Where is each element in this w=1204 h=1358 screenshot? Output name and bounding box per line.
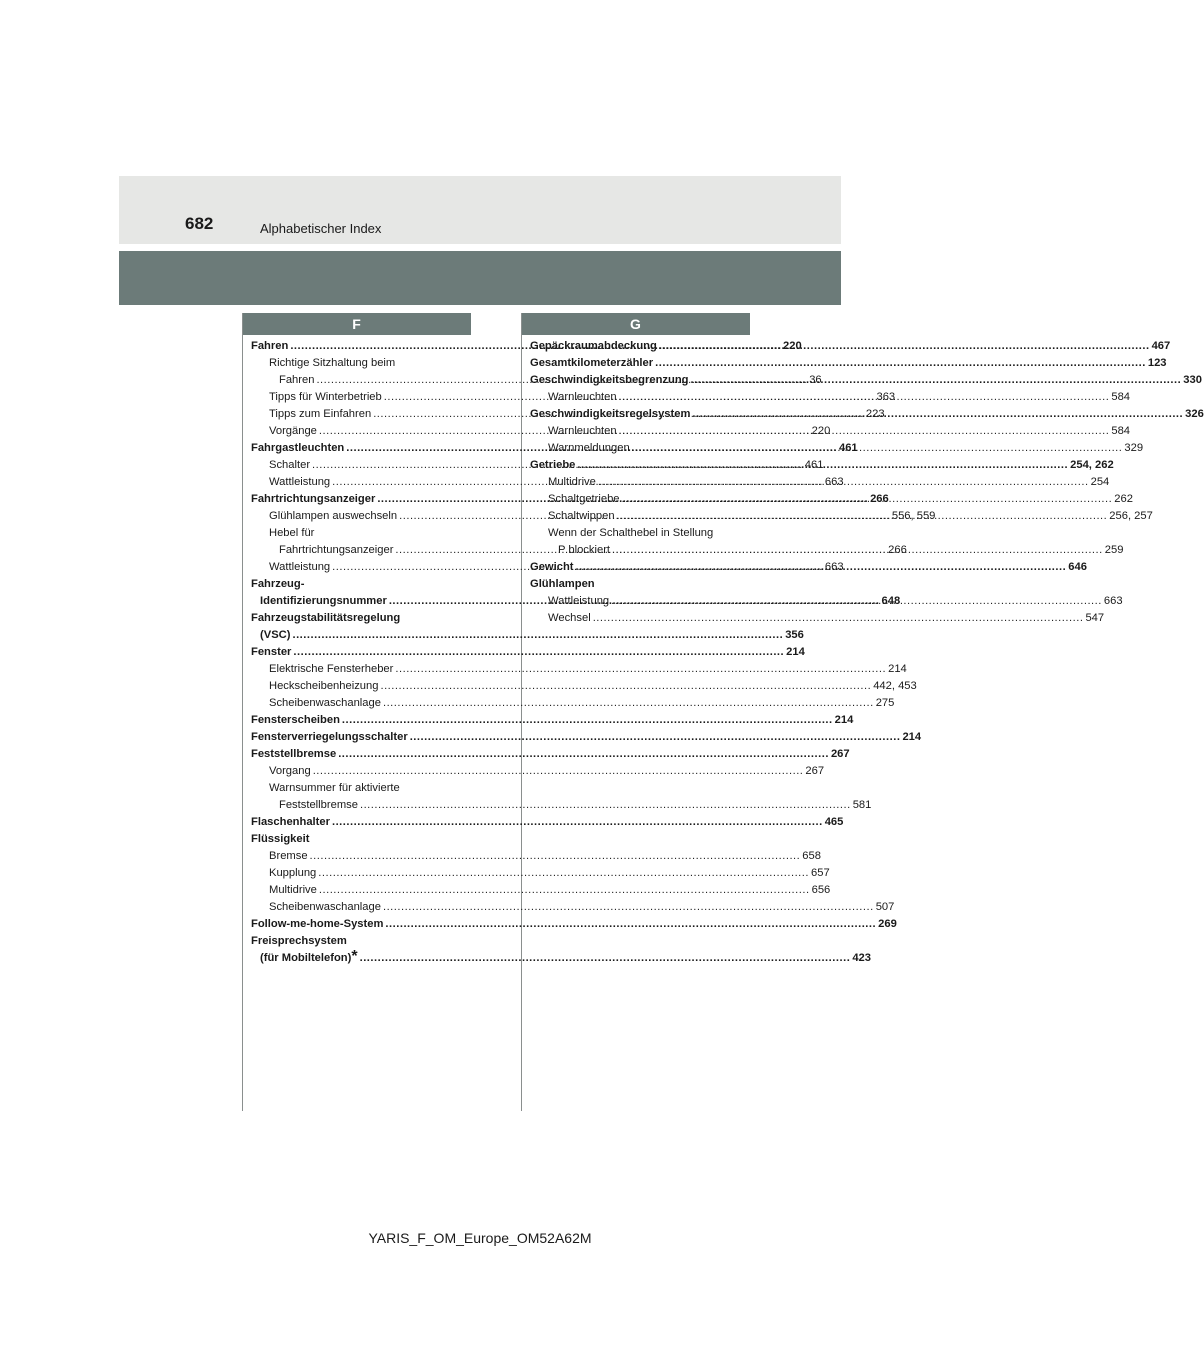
page-reference[interactable]: 556, 559 (891, 510, 936, 522)
index-term: P blockiert (558, 544, 611, 556)
dot-leader (611, 593, 1102, 610)
page-reference[interactable]: 220 (783, 340, 802, 352)
page-reference[interactable]: 36 (809, 374, 822, 386)
page-reference[interactable]: 254, 262 (1070, 459, 1114, 471)
index-entry (251, 763, 825, 780)
letter-heading-g: G (521, 313, 750, 335)
index-term: Feststellbremse (279, 799, 358, 811)
index-term: Fenster (251, 646, 292, 658)
page-reference[interactable]: 329 (1124, 442, 1144, 454)
page-reference[interactable]: 269 (878, 918, 897, 930)
page-reference[interactable]: 326 (1185, 408, 1204, 420)
page-reference[interactable]: 461 (804, 459, 824, 471)
index-entry (251, 814, 844, 831)
dot-leader (310, 848, 801, 865)
index-term: Kupplung (269, 867, 317, 879)
page-reference[interactable]: 363 (876, 391, 896, 403)
dot-leader (293, 644, 784, 661)
index-term: Fahrgastleuchten (251, 442, 345, 454)
index-term: Glühlampen auswechseln (269, 510, 398, 522)
dot-leader (380, 678, 871, 695)
index-entry (251, 355, 471, 372)
dot-leader (612, 542, 1103, 559)
page-reference[interactable]: 663 (824, 561, 844, 573)
index-term: Flaschenhalter (251, 816, 330, 828)
index-term: Warnleuchten (548, 391, 617, 403)
dot-leader (593, 610, 1084, 627)
page-reference[interactable]: 467 (1151, 340, 1171, 352)
page-reference[interactable]: 266 (870, 493, 889, 505)
index-term: Vorgang (269, 765, 311, 777)
index-term: Fahrzeug- (251, 578, 305, 590)
page-reference[interactable]: 648 (881, 595, 901, 607)
index-term: Geschwindigkeitsbegrenzung (530, 374, 689, 386)
page-reference[interactable]: 223 (865, 408, 885, 420)
page-reference[interactable]: 442, 453 (873, 680, 917, 692)
page-reference[interactable]: 657 (811, 867, 830, 879)
index-entry (251, 576, 471, 593)
page-reference[interactable]: 330 (1183, 374, 1202, 386)
index-term: Fahrtrichtungsanzeiger (251, 493, 376, 505)
page-reference[interactable]: 214 (902, 731, 922, 743)
index-entry (251, 661, 907, 678)
index-term: Warnleuchten (548, 425, 617, 437)
index-term: Heckscheibenheizung (269, 680, 379, 692)
index-term: Gepäckraumabdeckung (530, 340, 657, 352)
dot-leader (576, 559, 1067, 576)
index-term: Getriebe (530, 459, 576, 471)
dot-leader (360, 797, 851, 814)
dot-leader (598, 474, 1089, 491)
page-reference[interactable]: 123 (1147, 357, 1167, 369)
index-term: Feststellbremse (251, 748, 337, 760)
index-term: Scheibenwaschanlage (269, 901, 381, 913)
page-reference[interactable]: 214 (888, 663, 907, 675)
dot-leader (395, 661, 886, 678)
index-term: (für Mobiltelefon) (260, 952, 352, 964)
page-reference[interactable]: 266 (888, 544, 907, 556)
page-reference[interactable]: 547 (1085, 612, 1105, 624)
dot-leader (622, 491, 1113, 508)
index-entry (251, 695, 895, 712)
page-reference[interactable]: 254 (1090, 476, 1110, 488)
page-reference[interactable]: 584 (1111, 425, 1131, 437)
index-entry (251, 916, 897, 933)
dot-leader (619, 423, 1110, 440)
index-term: Wechsel (548, 612, 591, 624)
index-term: Freisprechsystem (251, 935, 347, 947)
page-reference[interactable]: 507 (875, 901, 895, 913)
page-reference[interactable]: 214 (786, 646, 805, 658)
index-term: Fahrzeugstabilitätsregelung (251, 612, 401, 624)
index-term: Fensterscheiben (251, 714, 340, 726)
index-term: Vorgänge (269, 425, 317, 437)
dot-leader (383, 899, 874, 916)
index-entry (530, 355, 1167, 372)
page-reference[interactable]: 220 (811, 425, 831, 437)
index-term: Warnsummer für aktivierte (269, 782, 400, 794)
page-reference[interactable]: 267 (830, 748, 850, 760)
dot-leader (342, 712, 833, 729)
page-reference[interactable]: 256, 257 (1109, 510, 1153, 522)
index-entry (251, 933, 471, 950)
index-term: Tipps zum Einfahren (269, 408, 372, 420)
index-term: Schalter (269, 459, 311, 471)
dot-leader (332, 814, 823, 831)
index-entry (251, 865, 830, 882)
index-entry (251, 610, 471, 627)
index-term: Hebel für (269, 527, 315, 539)
page-reference[interactable]: 267 (805, 765, 825, 777)
index-entry (251, 644, 805, 661)
index-term: Fahren (251, 340, 289, 352)
page-reference[interactable]: 259 (1104, 544, 1124, 556)
dot-leader (313, 763, 804, 780)
index-term: Fensterverriegelungsschalter (251, 731, 408, 743)
index-entry (251, 712, 854, 729)
index-entry (251, 882, 831, 899)
page-reference[interactable]: 584 (1111, 391, 1131, 403)
header-bar (119, 251, 841, 305)
index-term: Schaltwippen (548, 510, 615, 522)
index-entry (251, 797, 872, 814)
dot-leader (318, 865, 809, 882)
page-reference[interactable]: 656 (811, 884, 831, 896)
index-term: Schaltgetriebe (548, 493, 620, 505)
index-term: (VSC) (260, 629, 291, 641)
index-term: Scheibenwaschanlage (269, 697, 381, 709)
index-entry: (für Mobiltelefon) * ..... 423 (251, 950, 471, 967)
document-footer: YARIS_F_OM_Europe_OM52A62M (368, 1230, 592, 1246)
dot-leader (617, 508, 1108, 525)
section-title: Alphabetischer Index (260, 221, 382, 236)
index-entry (251, 627, 804, 644)
dot-leader (319, 882, 810, 899)
index-term: Richtige Sitzhaltung beim (269, 357, 396, 369)
index-entry (530, 525, 750, 542)
index-term: Gesamtkilometerzähler (530, 357, 654, 369)
page-reference[interactable]: 663 (1103, 595, 1123, 607)
header-band (119, 176, 841, 244)
index-entry (251, 729, 922, 746)
dot-leader (410, 729, 901, 746)
index-entry (530, 576, 750, 593)
column-divider-left (242, 313, 243, 1111)
page-reference[interactable]: 663 (824, 476, 844, 488)
index-term: Glühlampen (530, 578, 595, 590)
dot-leader (692, 406, 1183, 423)
index-term: Wenn der Schalthebel in Stellung (548, 527, 714, 539)
index-term: Fahren (279, 374, 315, 386)
dot-leader (577, 457, 1068, 474)
dot-leader (292, 627, 783, 644)
index-entry (251, 678, 917, 695)
index-term: Fahrtrichtungsanzeiger (279, 544, 394, 556)
index-term: Follow-me-home-System (251, 918, 384, 930)
index-term: Identifizierungsnummer (260, 595, 387, 607)
page-reference[interactable]: 581 (852, 799, 872, 811)
page-reference[interactable]: 214 (834, 714, 854, 726)
dot-leader (691, 372, 1182, 389)
index-entry (251, 525, 471, 542)
index-term: Wattleistung (269, 561, 331, 573)
index-term: Flüssigkeit (251, 833, 310, 845)
index-term: Bremse (269, 850, 308, 862)
index-term: Wattleistung (548, 595, 610, 607)
index-term: Warnmeldungen (548, 442, 630, 454)
index-term: Elektrische Fensterheber (269, 663, 394, 675)
index-entry (251, 848, 821, 865)
dot-leader (385, 916, 876, 933)
letter-heading-f: F (242, 313, 471, 335)
page-number: 682 (185, 214, 214, 233)
index-term: Geschwindigkeitsregelsystem (530, 408, 691, 420)
dot-leader (632, 440, 1123, 457)
page-reference[interactable]: 461 (838, 442, 858, 454)
dot-leader (619, 389, 1110, 406)
dot-leader (383, 695, 874, 712)
index-term: Wattleistung (269, 476, 331, 488)
page-reference[interactable]: 465 (824, 816, 844, 828)
index-entry (251, 780, 471, 797)
index-term: Tipps für Winterbetrieb (269, 391, 382, 403)
page-reference[interactable]: 646 (1068, 561, 1087, 573)
index-entry (530, 610, 1105, 627)
index-entry (251, 899, 895, 916)
dot-leader (360, 950, 851, 967)
page-reference[interactable]: 423 (852, 952, 871, 964)
index-term: Multidrive (269, 884, 317, 896)
index-term: Gewicht (530, 561, 574, 573)
page-reference[interactable]: 356 (785, 629, 804, 641)
page-reference[interactable]: 262 (1114, 493, 1133, 505)
dot-leader (659, 338, 1150, 355)
index-entry (251, 831, 471, 848)
page-reference[interactable]: 275 (875, 697, 895, 709)
index-term: Multidrive (548, 476, 596, 488)
dot-leader (338, 746, 829, 763)
page-reference[interactable]: 658 (802, 850, 821, 862)
index-entry (251, 746, 850, 763)
dot-leader (655, 355, 1146, 372)
